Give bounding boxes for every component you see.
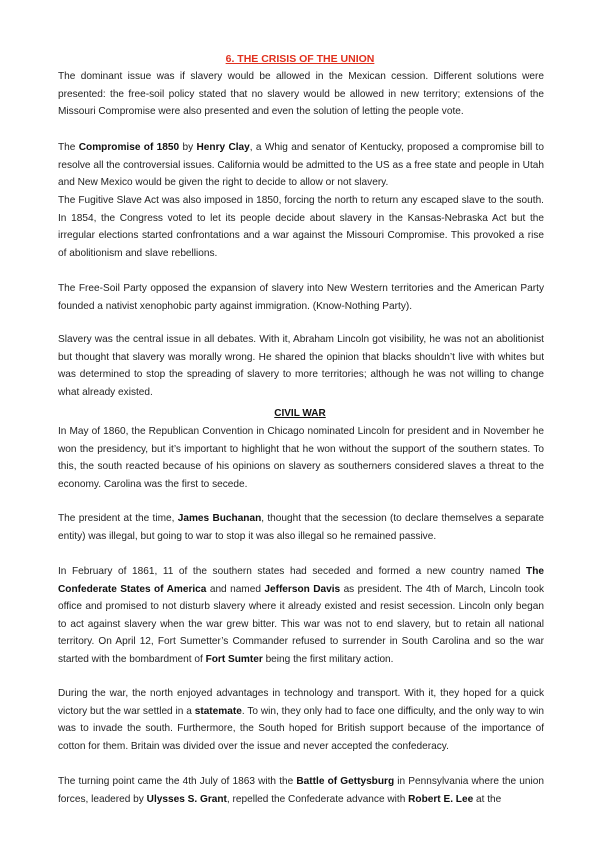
paragraph-free-soil-party: The Free-Soil Party opposed the expansion of slavery into New Western territories and the American Party founded a nativist xenophobic party against immigration. (Know-Nothing Party). — [58, 283, 544, 312]
paragraph-war-advantages: During the war, the north enjoyed advantages in technology and transport. With it, they hoped for a quick victory but the war settled in a statemate. To win, they only had to face one difficulty, and the only way to win was to invade the south. Furthermore, the South hoped for British support because of the importance of cotton for them. Britain was divided over the issue and never accepted the confederacy. — [58, 688, 544, 752]
subsection-heading: CIVIL WAR — [274, 408, 326, 419]
paragraph-lincoln: Slavery was the central issue in all debates. With it, Abraham Lincoln got visibility, he was not an abolitionist but thought that slavery was morally wrong. He shared the opinion that blacks shouldn’t live with whites but was determined to stop the spreading of slavery to more territories; although he was not willing to change what already existed. — [58, 334, 544, 398]
paragraph-mexican-cession: The dominant issue was if slavery would be allowed in the Mexican cession. Different solutions were presented: the free-soil policy stated that no slavery would be allowed in new territory; extensions of the Missouri Compromise were also presented and even the solution of letting the people vote. — [58, 71, 544, 118]
paragraph-republican-convention: In May of 1860, the Republican Convention in Chicago nominated Lincoln for president and in November he won the presidency, but it’s important to highlight that he won without the support of the southern states. To this, the south reacted because of his opinions on slavery as southerners considered slaves a threat to the economy. Carolina was the first to secede. — [58, 426, 544, 490]
paragraph-confederacy: In February of 1861, 11 of the southern states had seceded and formed a new country named The Confederate States of America and named Jefferson Davis as president. The 4th of March, Lincoln took office and promised to not disturb slavery where it already existed and resist secession. Lincoln only began to act against slavery when the war grew bitter. This war was not to end slavery, but to retain all national territory. On April 12, Fort Sumetter’s Commander refused to surrender in South Carolina and so the war started with the bombardment of Fort Sumter being the first military action. — [58, 566, 545, 665]
paragraph-compromise-1850: The Compromise of 1850 by Henry Clay, a Whig and senator of Kentucky, proposed a compromise bill to resolve all the controversial issues. California would be admitted to the US as a free state and people in Utah and New Mexico would be given the right to decide to allow or not slavery. — [58, 142, 544, 189]
paragraph-fugitive-slave-act: The Fugitive Slave Act was also imposed in 1850, forcing the north to return any escaped slave to the south. In 1854, the Congress voted to let its people decide about slavery in the Kansas-Nebraska Act but the irregular elections started confrontations and a war against the Missouri Compromise. This provoked a rise of abolitionism and slave rebellions. — [58, 195, 544, 259]
paragraph-buchanan: The president at the time, James Buchanan, thought that the secession (to declare themselves a separate entity) was illegal, but going to war to stop it was also illegal so he remained passive. — [58, 513, 545, 542]
paragraph-gettysburg: The turning point came the 4th July of 1863 with the Battle of Gettysburg in Pennsylvania where the union forces, leadered by Ulysses S. Grant, repelled the Confederate advance with Robert E. Lee at the — [58, 776, 544, 805]
section-heading: 6. THE CRISIS OF THE UNION — [225, 53, 375, 65]
